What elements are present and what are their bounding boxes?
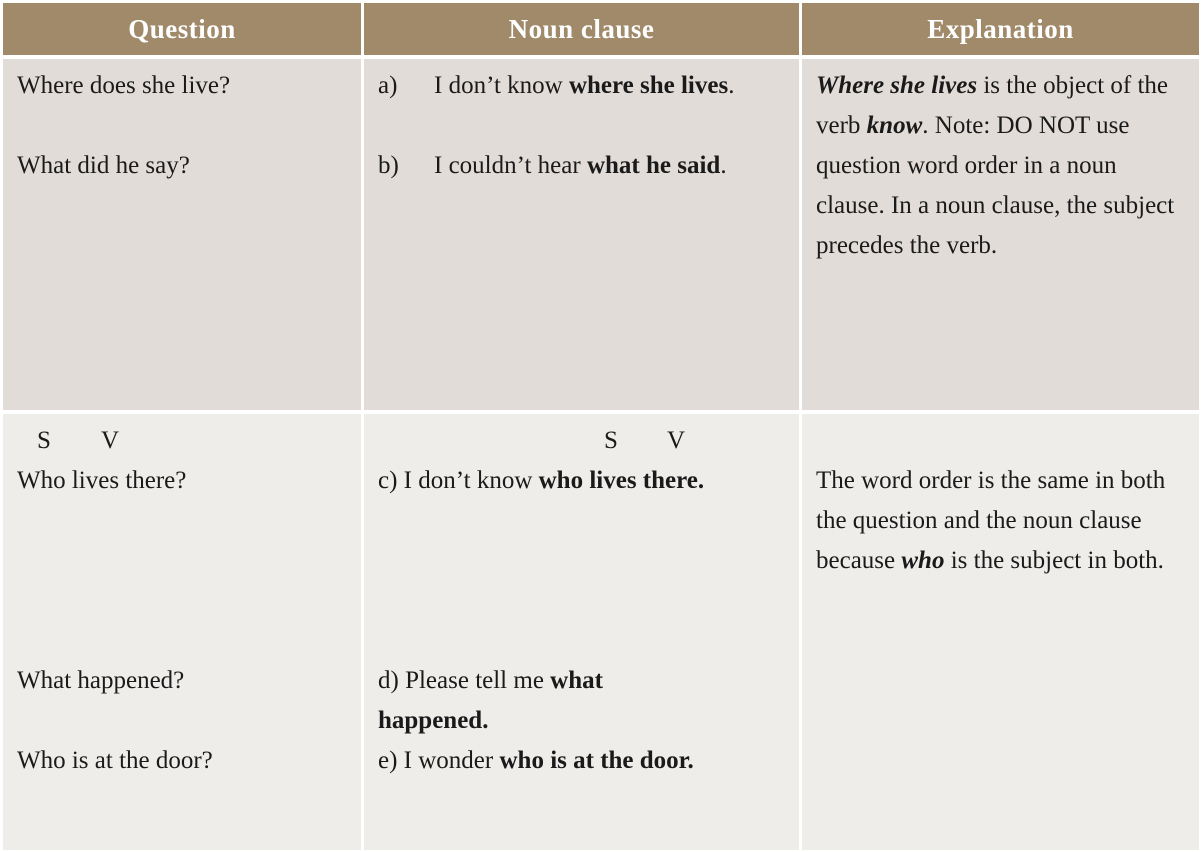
header-noun-clause: Noun clause [364,3,799,55]
list-item: e) I wonder who is at the door. [378,747,694,774]
row1-question-cell [3,59,361,410]
item-text: I couldn’t hear what he said. [434,152,727,179]
item-text: I don’t know where she lives. [434,72,735,99]
question-text: Where does she live? [17,72,231,99]
row2-question-cell [3,414,361,850]
row2-noun-clause-cell [364,414,799,850]
header-explanation: Explanation [802,3,1199,55]
list-item [378,66,778,146]
question-text: Who is at the door? [17,747,213,774]
subject-marker: S [37,427,51,454]
header-question: Question [3,3,361,55]
explanation-text: Where she lives is the object of the verb know. Note: DO NOT use question word order in a noun clause. In a noun clause, the subject precedes the verb. [816,72,1175,259]
verb-marker: V [101,427,120,454]
explanation-text: The word order is the same in both the question and the noun clause because who is the subject in both. [816,467,1166,574]
list-item: d) Please tell me what happened. [378,667,603,734]
list-item [378,146,778,226]
row1-explanation-cell [802,59,1199,410]
item-label: b) [378,152,399,179]
list-item: c) I don’t know who lives there. [378,467,705,494]
question-text: What did he say? [17,152,190,179]
question-text: Who lives there? [17,467,187,494]
item-label: a) [378,72,398,99]
subject-marker: S [604,427,618,454]
row1-noun-clause-cell [364,59,799,410]
verb-marker: V [667,427,686,454]
row2-explanation-cell [802,414,1199,850]
question-text: What happened? [17,667,185,694]
